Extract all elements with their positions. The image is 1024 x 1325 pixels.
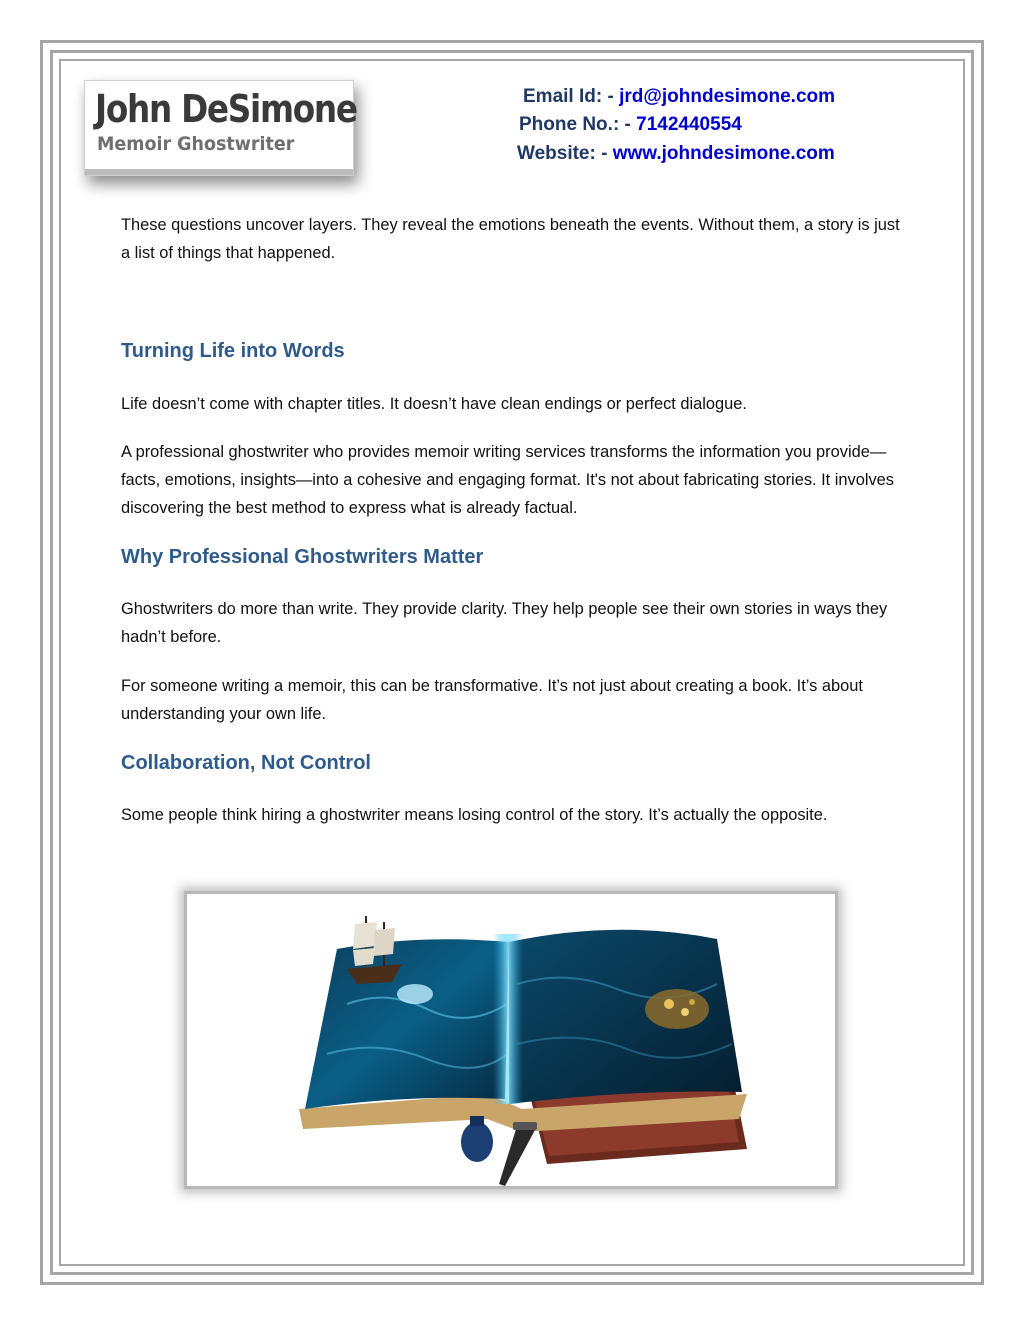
contact-phone <box>519 114 742 136</box>
contact-website <box>517 143 835 165</box>
email-label: Email Id: - <box>523 86 620 107</box>
phone-label: Phone No.: - <box>519 114 637 135</box>
section2-paragraph-2: For someone writing a memoir, this can be transformative. It’s not just about creating a book. It’s about understanding your own life. <box>121 677 863 723</box>
logo-name: John DeSimone <box>95 87 357 131</box>
intro-paragraph: These questions uncover layers. They reveal the emotions beneath the events. Without them, a story is just a list of things that happened. <box>121 216 900 262</box>
treasure-pile <box>645 989 709 1029</box>
heading-why-professional-ghostwriters-matter: Why Professional Ghostwriters Matter <box>121 546 484 568</box>
wave-splash <box>397 984 433 1004</box>
logo-tagline: Memoir Ghostwriter <box>97 133 295 155</box>
section2-paragraph-1: Ghostwriters do more than write. They provide clarity. They help people see their own stories in ways they hadn’t before. <box>121 600 888 646</box>
ink-bottle <box>461 1116 493 1162</box>
heading-collaboration-not-control: Collaboration, Not Control <box>121 752 371 774</box>
email-link[interactable]: jrd@johndesimone.com <box>619 86 836 107</box>
logo <box>84 80 357 176</box>
book-illustration-frame <box>184 891 838 1189</box>
right-page-ocean <box>509 930 742 1104</box>
open-book-ocean-image <box>187 894 835 1186</box>
phone-link[interactable]: 7142440554 <box>636 114 742 135</box>
quill-pen <box>499 1122 537 1186</box>
heading-turning-life-into-words: Turning Life into Words <box>121 340 345 362</box>
section3-paragraph-1: Some people think hiring a ghostwriter means losing control of the story. It’s actually the opposite. <box>121 806 828 824</box>
glowing-seam <box>493 934 523 1104</box>
contact-email <box>523 86 835 108</box>
logo-bar <box>85 169 353 175</box>
website-label: Website: - <box>517 143 613 164</box>
section1-paragraph-1: Life doesn’t come with chapter titles. It doesn’t have clean endings or perfect dialogue. <box>121 395 747 413</box>
section1-paragraph-2: A professional ghostwriter who provides memoir writing services transforms the information you provide—facts, emotions, insights—into a cohesive and engaging format. It's not about fabricating stories. It involves discovering the best method to express what is already factual. <box>121 443 894 517</box>
left-page-ocean <box>305 939 509 1109</box>
website-link[interactable]: www.johndesimone.com <box>612 143 835 164</box>
